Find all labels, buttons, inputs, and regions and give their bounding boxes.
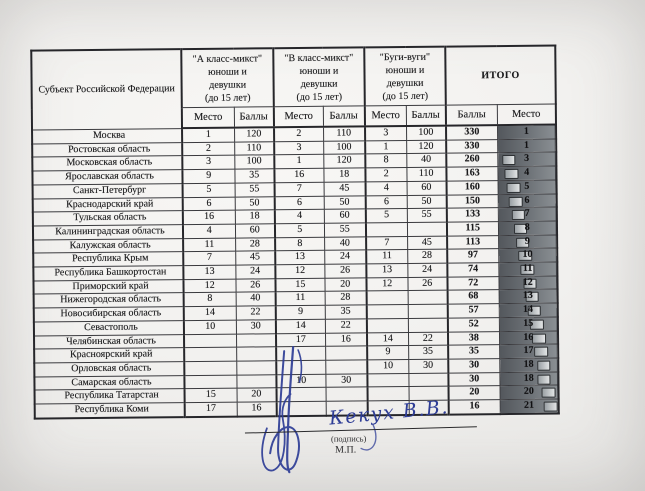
bw-place-cell: 13 (366, 264, 407, 278)
total-place-value: 12 (522, 276, 533, 288)
region-cell: Орловская область (34, 362, 184, 377)
total-place-value: 1 (523, 139, 530, 151)
group-bw-line3: девушки (386, 77, 424, 89)
b-points-cell: 60 (324, 209, 366, 223)
b-points-cell (325, 360, 367, 374)
total-place-cell (498, 180, 557, 194)
total-place-cell (498, 235, 557, 249)
group-b-line2: юноши и (299, 65, 339, 77)
a-place-cell (184, 361, 236, 375)
b-points-cell: 35 (325, 305, 367, 319)
total-points-cell: 52 (448, 317, 499, 331)
table-body (32, 125, 559, 419)
total-place-cell (497, 125, 556, 140)
a-points-cell: 40 (236, 292, 276, 306)
b-points-cell: 55 (324, 223, 366, 237)
a-points-header: Баллы (234, 107, 274, 128)
place-shading-bar (511, 210, 525, 220)
a-place-cell: 5 (183, 183, 235, 197)
a-points-cell: 35 (234, 169, 274, 183)
bw-points-cell: 110 (406, 167, 446, 181)
region-cell: Республика Коми (35, 403, 185, 419)
total-place-cell (500, 385, 559, 399)
bw-place-cell: 2 (365, 168, 406, 182)
total-place-value: 11 (522, 262, 533, 274)
group-a-title: "А класс-микст" (192, 52, 263, 65)
total-place-cell (499, 344, 558, 358)
bw-points-cell (408, 318, 448, 332)
bw-points-header: Баллы (406, 105, 446, 126)
total-points-cell: 30 (448, 359, 499, 373)
bw-place-cell: 12 (366, 277, 407, 291)
a-place-cell: 12 (183, 279, 235, 293)
total-place-cell (498, 248, 557, 262)
a-points-cell: 55 (235, 183, 275, 197)
total-place-value: 20 (523, 386, 534, 398)
b-place-cell: 6 (275, 196, 324, 210)
total-points-cell: 330 (446, 139, 497, 153)
a-points-cell: 100 (234, 155, 274, 169)
total-place-value: 7 (524, 208, 530, 220)
b-points-cell (326, 387, 368, 401)
b-place-cell: 1 (274, 155, 323, 169)
region-cell: Ростовская область (32, 142, 182, 157)
total-place-cell (498, 194, 557, 208)
bw-points-cell: 55 (407, 208, 447, 222)
bw-points-cell (408, 373, 448, 387)
b-points-cell (325, 346, 367, 360)
bw-place-header: Место (365, 105, 406, 126)
total-place-value: 13 (522, 290, 533, 302)
bw-place-cell: 6 (366, 195, 407, 209)
total-points-cell: 38 (448, 331, 499, 345)
b-place-cell: 17 (276, 333, 325, 347)
a-points-cell: 26 (235, 278, 275, 292)
signature-name: Кекух В.В. (328, 396, 450, 430)
total-points-cell: 30 (448, 372, 499, 386)
total-place-cell (499, 317, 558, 331)
bw-points-cell: 22 (408, 332, 448, 346)
total-place-cell (499, 289, 558, 303)
total-place-cell (500, 399, 559, 414)
a-place-cell: 7 (183, 251, 235, 265)
total-points-cell: 150 (447, 194, 498, 208)
b-points-cell: 100 (323, 141, 365, 155)
bw-place-cell (368, 387, 409, 401)
group-b-age: (до 15 лет) (296, 91, 343, 103)
total-place-value: 15 (523, 317, 534, 329)
b-points-cell: 16 (325, 332, 367, 346)
total-points-cell: 163 (446, 167, 497, 181)
a-points-cell: 20 (237, 388, 277, 402)
total-points-cell: 72 (447, 276, 498, 290)
group-bw-line2: юноши и (385, 64, 425, 76)
total-place-cell (498, 221, 557, 235)
total-place-cell (498, 207, 557, 221)
a-place-cell: 11 (183, 238, 235, 252)
b-points-header: Баллы (323, 106, 365, 127)
a-place-cell: 3 (182, 156, 234, 170)
region-cell: Ярославская область (32, 170, 182, 185)
group-header-boogie-woogie (364, 47, 446, 106)
region-cell: Москва (32, 128, 182, 144)
bw-points-cell: 28 (407, 249, 447, 263)
total-place-cell (498, 262, 557, 276)
a-points-cell: 18 (235, 210, 275, 224)
a-place-cell: 1 (182, 128, 234, 143)
total-place-value: 18 (523, 372, 534, 384)
b-place-cell: 11 (276, 292, 325, 306)
total-points-cell: 113 (447, 235, 498, 249)
group-bw-age: (до 15 лет) (382, 90, 429, 102)
b-points-cell: 24 (324, 250, 366, 264)
total-place-value: 1 (523, 125, 529, 137)
total-place-cell (499, 331, 558, 345)
signature-caption: (подпись) (330, 433, 367, 444)
b-place-cell: 15 (275, 278, 324, 292)
place-shading-bar (544, 402, 558, 412)
bw-points-cell: 45 (407, 236, 447, 250)
a-points-cell: 30 (236, 320, 276, 334)
total-place-value: 14 (522, 303, 534, 316)
region-cell: Новосибирская область (34, 307, 184, 322)
header-row-groups (31, 46, 556, 110)
a-place-header: Место (182, 107, 234, 128)
total-place-cell (499, 372, 558, 386)
a-place-cell: 17 (185, 402, 237, 417)
b-points-cell: 18 (323, 168, 365, 182)
total-place-value: 18 (523, 358, 534, 370)
a-points-cell (236, 333, 276, 347)
region-cell: Московская область (32, 156, 182, 171)
total-place-value: 21 (523, 399, 535, 411)
total-place-cell (499, 358, 558, 372)
bw-place-cell: 9 (367, 346, 408, 360)
a-points-cell: 24 (235, 265, 275, 279)
a-points-cell (236, 374, 276, 388)
bw-points-cell (407, 222, 447, 236)
bw-points-cell: 30 (408, 359, 448, 373)
a-points-cell (236, 361, 276, 375)
bw-place-cell (367, 373, 408, 387)
total-points-cell: 57 (448, 304, 499, 318)
b-points-cell: 26 (324, 264, 366, 278)
b-place-cell (277, 388, 326, 402)
region-cell: Республика Крым (33, 252, 183, 267)
region-cell: Краснодарский край (33, 197, 183, 212)
place-shading-bar (509, 196, 523, 206)
a-place-cell: 15 (185, 388, 237, 402)
total-points-cell: 20 (449, 386, 500, 400)
results-table (30, 45, 560, 420)
place-shading-bar (542, 388, 556, 398)
total-points-cell: 260 (446, 153, 497, 167)
bw-points-cell: 50 (407, 195, 447, 209)
a-place-cell: 4 (183, 224, 235, 238)
b-place-header: Место (274, 106, 323, 127)
b-place-cell: 9 (276, 305, 325, 319)
group-b-title: "В класс-микст" (284, 51, 354, 64)
group-b-line3: девушки (300, 78, 338, 90)
a-place-cell: 9 (182, 169, 234, 183)
total-points-cell: 115 (447, 222, 498, 236)
total-points-cell: 160 (447, 180, 498, 194)
total-place-cell (499, 303, 558, 317)
region-cell: Самарская область (34, 375, 184, 390)
group-a-line3: девушки (209, 79, 247, 91)
b-place-cell: 16 (274, 168, 323, 182)
total-place-value: 17 (523, 345, 534, 357)
a-place-cell: 10 (184, 320, 236, 334)
total-place-cell (498, 276, 557, 290)
total-place-value: 5 (524, 180, 530, 192)
bw-place-cell: 5 (366, 209, 407, 223)
a-place-cell: 14 (184, 306, 236, 320)
bw-points-cell: 100 (406, 126, 446, 141)
total-place-value: 8 (524, 221, 530, 233)
stamp-label: М.П. (335, 444, 357, 456)
region-cell: Тульская область (33, 211, 183, 226)
bw-points-cell (408, 291, 448, 305)
a-place-cell: 6 (183, 197, 235, 211)
place-shading-bar (532, 333, 546, 343)
bw-points-cell: 24 (407, 263, 447, 277)
a-place-cell: 13 (183, 265, 235, 279)
a-points-cell: 16 (237, 402, 277, 417)
total-place-value: 9 (524, 235, 530, 247)
bw-place-cell (367, 305, 408, 319)
bw-place-cell: 3 (365, 126, 406, 141)
b-points-cell: 28 (325, 291, 367, 305)
b-place-cell: 4 (275, 209, 324, 223)
region-cell: Республика Татарстан (35, 389, 185, 404)
b-place-cell: 3 (274, 141, 323, 155)
a-points-cell: 110 (234, 141, 274, 155)
bw-points-cell: 35 (408, 345, 448, 359)
bw-place-cell (367, 291, 408, 305)
region-cell: Челябинская область (34, 334, 184, 349)
region-cell: Приморский край (33, 279, 183, 294)
total-place-value: 16 (523, 331, 534, 343)
a-place-cell (184, 375, 236, 389)
region-cell: Санкт-Петербург (33, 183, 183, 198)
bw-points-cell: 120 (406, 140, 446, 154)
b-place-cell: 2 (274, 127, 323, 142)
b-points-cell: 40 (324, 236, 366, 250)
total-points-header: Баллы (446, 105, 497, 126)
bw-points-cell (408, 304, 448, 318)
group-header-total: ИТОГО (445, 46, 556, 106)
a-points-cell (236, 347, 276, 361)
bw-place-cell: 1 (365, 140, 406, 154)
b-place-cell: 12 (275, 264, 324, 278)
b-place-cell: 7 (275, 182, 324, 196)
b-points-cell: 30 (325, 374, 367, 388)
bw-place-cell: 10 (367, 359, 408, 373)
b-place-cell (276, 360, 325, 374)
b-points-cell: 50 (324, 195, 366, 209)
bw-place-cell (367, 318, 408, 332)
bw-place-cell: 11 (366, 250, 407, 264)
b-place-cell (276, 347, 325, 361)
region-cell: Калининградская область (33, 225, 183, 240)
total-place-cell (497, 152, 556, 166)
place-shading-bar (504, 169, 518, 179)
place-shading-bar (537, 374, 551, 384)
b-points-cell: 22 (325, 319, 367, 333)
a-points-cell: 120 (234, 127, 274, 142)
total-points-cell: 97 (447, 249, 498, 263)
b-place-cell: 8 (275, 237, 324, 251)
a-place-cell: 2 (182, 142, 234, 156)
a-points-cell: 50 (235, 196, 275, 210)
group-a-age: (до 15 лет) (204, 91, 251, 104)
total-place-header: Место (497, 104, 556, 125)
total-place-value: 10 (522, 249, 533, 261)
total-points-cell: 330 (446, 125, 497, 140)
b-place-cell: 10 (276, 374, 325, 388)
region-cell: Красноярский край (34, 348, 184, 363)
a-points-cell: 22 (236, 306, 276, 320)
bw-points-cell: 40 (406, 153, 446, 167)
total-place-cell (497, 166, 556, 180)
group-header-a-class (181, 48, 274, 107)
b-place-cell (277, 401, 326, 416)
place-shading-bar (535, 347, 549, 357)
total-points-cell: 16 (449, 400, 500, 415)
a-points-cell: 60 (235, 224, 275, 238)
total-place-value: 3 (524, 153, 530, 165)
b-place-cell: 5 (275, 223, 324, 237)
b-place-cell: 14 (276, 319, 325, 333)
bw-points-cell: 60 (407, 181, 447, 195)
b-points-cell: 120 (323, 154, 365, 168)
a-place-cell: 8 (184, 293, 236, 307)
region-cell: Нижегородская область (34, 293, 184, 308)
region-column-header: Субъект Российской Федерации (31, 49, 182, 129)
total-place-cell (497, 139, 556, 153)
place-shading-bar (502, 155, 516, 165)
group-a-line2: юноши и (208, 66, 247, 78)
b-points-cell: 110 (323, 126, 365, 141)
total-points-cell: 74 (447, 263, 498, 277)
a-place-cell (184, 347, 236, 361)
place-shading-bar (537, 361, 551, 371)
total-place-value: 6 (524, 194, 530, 206)
b-place-cell: 13 (275, 251, 324, 265)
region-cell: Севастополь (34, 320, 184, 335)
bw-points-cell: 26 (407, 277, 447, 291)
total-points-cell: 35 (448, 345, 499, 359)
total-place-value: 4 (524, 166, 530, 178)
bw-place-cell (366, 222, 407, 236)
bw-place-cell: 14 (367, 332, 408, 346)
a-place-cell: 16 (183, 210, 235, 224)
total-points-cell: 68 (448, 290, 499, 304)
a-place-cell (184, 334, 236, 348)
bw-place-cell: 8 (365, 154, 406, 168)
b-points-cell: 45 (324, 182, 366, 196)
region-cell: Республика Башкортостан (33, 266, 183, 281)
place-shading-bar (507, 183, 521, 193)
bw-place-cell: 4 (366, 181, 407, 195)
a-points-cell: 45 (235, 251, 275, 265)
group-header-b-class (273, 47, 365, 106)
group-bw-title: "Буги-вуги" (379, 51, 431, 63)
b-points-cell: 20 (324, 278, 366, 292)
total-points-cell: 133 (447, 208, 498, 222)
region-cell: Калужская область (33, 238, 183, 253)
bw-place-cell: 7 (366, 236, 407, 250)
a-points-cell: 28 (235, 237, 275, 251)
